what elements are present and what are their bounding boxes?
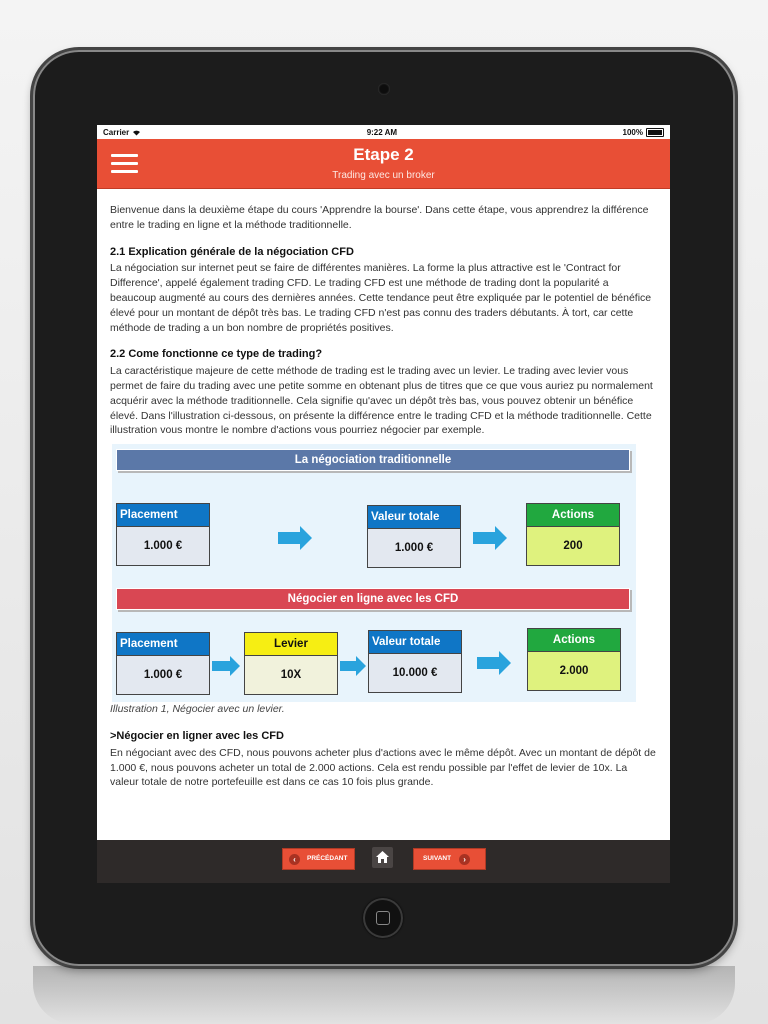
box-label: Valeur totale <box>369 631 461 653</box>
lesson-content[interactable] <box>97 189 670 841</box>
box-label: Placement <box>117 504 209 526</box>
chevron-right-icon: › <box>459 854 470 865</box>
box-value: 1.000 € <box>117 655 209 694</box>
previous-button[interactable] <box>282 848 355 870</box>
page-title: Etape 2 <box>353 145 414 164</box>
box-label: Valeur totale <box>368 506 460 528</box>
carrier-label: Carrier <box>103 127 130 137</box>
hardware-home-button[interactable] <box>363 898 403 938</box>
section-heading: >Négocier en ligner avec les CFD <box>110 729 284 742</box>
illustration-caption: Illustration 1, Négocier avec un levier. <box>110 703 285 716</box>
traditional-banner: La négociation traditionnelle <box>116 449 630 471</box>
app-screen <box>97 125 670 883</box>
section-paragraph: La négociation sur internet peut se faire de différentes manières. La forme la plus attractive est le 'Contract for Difference', appelé également trading CFD. Le trading CFD est une méthode de trading dont la popularité a beaucoup augmenté au cours des dernières années. Cette tendance peut être expliquée par le potentiel de bénéfice élevé pour un montant de dépôt très bas. Le trading CFD n'est pas connu des traders débutants. À tort, car cette méthode de trading a un bon nombre de propriétés positives. <box>110 262 652 334</box>
next-button[interactable] <box>413 848 486 870</box>
trad-total-box <box>367 505 461 568</box>
clock: 9:22 AM <box>366 127 398 137</box>
battery-percent: 100% <box>622 127 643 137</box>
hamburger-icon[interactable] <box>111 154 138 174</box>
box-label: Levier <box>245 633 337 655</box>
wifi-icon <box>132 129 141 136</box>
box-value: 2.000 <box>528 651 620 690</box>
box-label: Actions <box>527 504 619 526</box>
ipad-reflection <box>33 966 735 1024</box>
battery-icon <box>646 128 664 137</box>
cfd-banner: Négocier en ligne avec les CFD <box>116 588 630 610</box>
bottom-nav-bar <box>97 840 670 883</box>
box-value: 10X <box>245 655 337 694</box>
box-label: Actions <box>528 629 620 651</box>
cfd-levier-box <box>244 632 338 695</box>
next-label: SUIVANT <box>423 855 452 862</box>
box-value: 1.000 € <box>368 528 460 567</box>
cfd-actions-box <box>527 628 621 691</box>
page-subtitle: Trading avec un broker <box>332 170 435 181</box>
home-icon[interactable] <box>372 847 393 868</box>
trad-actions-box <box>526 503 620 566</box>
box-label: Placement <box>117 633 209 655</box>
box-value: 200 <box>527 526 619 565</box>
home-square-icon <box>376 911 390 925</box>
box-value: 1.000 € <box>117 526 209 565</box>
chevron-left-icon: ‹ <box>289 854 300 865</box>
status-bar <box>97 125 670 139</box>
trad-placement-box <box>116 503 210 566</box>
app-header <box>97 139 670 189</box>
cfd-total-box <box>368 630 462 693</box>
previous-label: PRÉCÉDANT <box>307 855 348 862</box>
section-paragraph: En négociant avec des CFD, nous pouvons acheter plus d'actions avec le même dépôt. Avec un montant de dépôt de 1.000 €, nous pouvons acheter un total de 2.000 actions. Cela est rendu possible par l'effet de levier de 10x. La valeur totale de notre portefeuille est dans ce cas 10 fois plus grande. <box>110 746 656 789</box>
intro-paragraph: Bienvenue dans la deuxième étape du cours 'Apprendre la bourse'. Dans cette étape, vous apprendrez la différence entre le trading en ligne et la méthode traditionnelle. <box>110 204 649 231</box>
cfd-placement-box <box>116 632 210 695</box>
section-paragraph: La caractéristique majeure de cette méthode de trading est le trading avec un levier. Le trading avec levier vous permet de faire du trading avec une petite somme en obtenant plus de titres que ce que vous auriez pu normalement acquérir avec la méthode traditionnelle. Cela signifie qu'avec un dépôt très bas, vous pouvez obtenir un bénéfice élevé. Dans l'illustration ci-dessous, on présente la différence entre le trading CFD et la méthode traditionnelle. Cette illustration vous montre le nombre d'actions vous pourriez négocier par exemple. <box>110 365 653 437</box>
section-heading: 2.1 Explication générale de la négociation CFD <box>110 245 354 258</box>
leverage-illustration <box>112 444 636 702</box>
section-heading: 2.2 Come fonctionne ce type de trading? <box>110 348 323 361</box>
front-camera <box>378 83 390 95</box>
box-value: 10.000 € <box>369 653 461 692</box>
